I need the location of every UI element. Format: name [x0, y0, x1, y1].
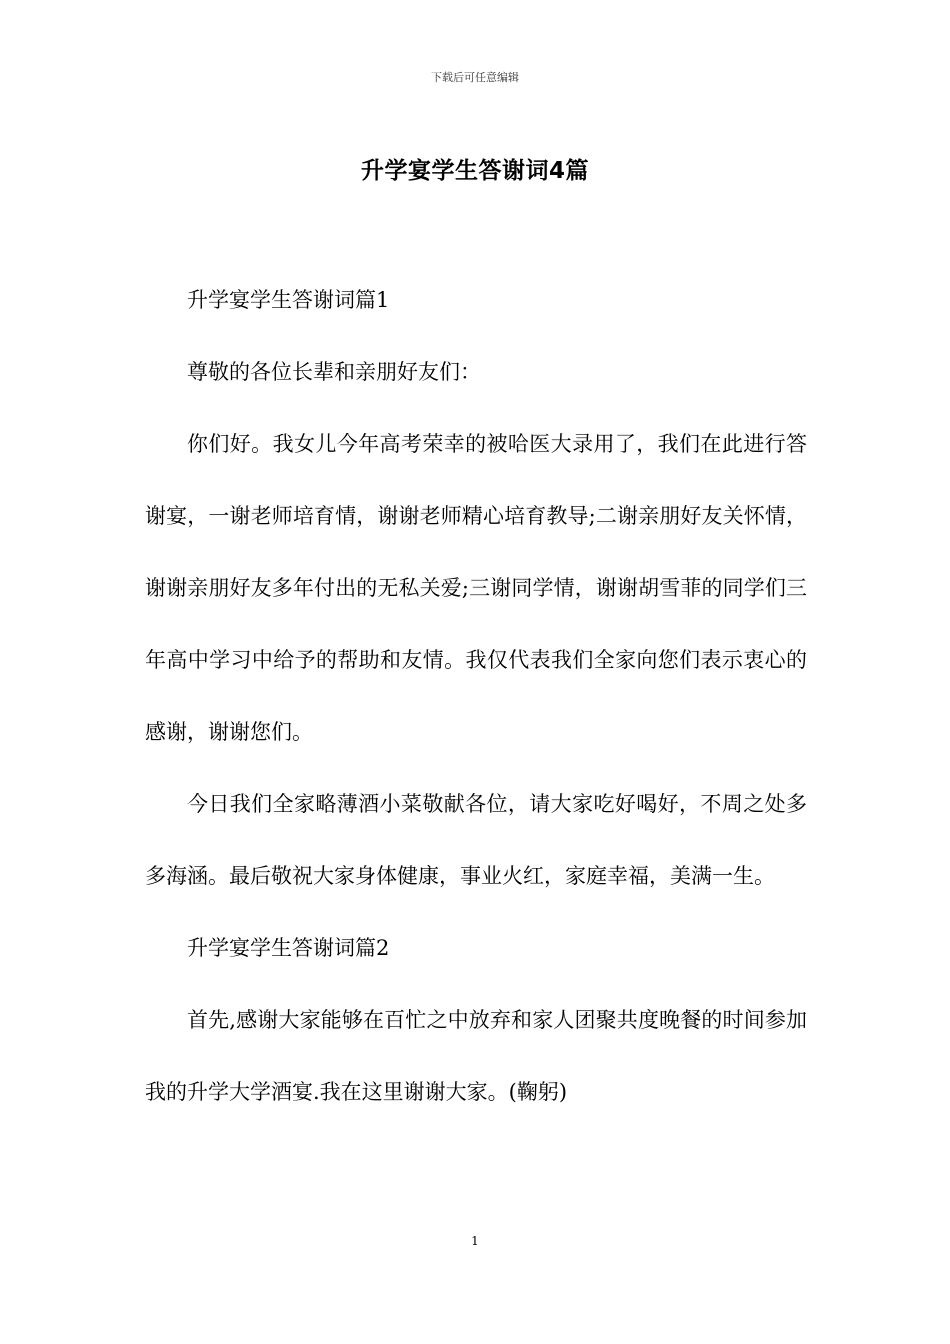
document-title: 升学宴学生答谢词4篇	[360, 158, 589, 184]
paragraph-opening: 首先,感谢大家能够在百忙之中放弃和家人团聚共度晚餐的时间参加我的升学大学酒宴.我在这里谢谢大家。(鞠躬)	[145, 1008, 807, 1104]
paragraph-thanks: 你们好。我女儿今年高考荣幸的被哈医大录用了，我们在此进行答谢宴，一谢老师培育情，谢谢老师精心培育教导;二谢亲朋好友关怀情，谢谢亲朋好友多年付出的无私关爱;三谢同学情，谢谢胡雪菲的同学们三年高中学习中给予的帮助和友情。我仅代表我们全家向您们表示衷心的感谢，谢谢您们。	[145, 432, 807, 744]
section-heading-2: 升学宴学生答谢词篇2	[187, 936, 390, 960]
page-number: 1	[471, 1234, 479, 1248]
header-note: 下载后可任意编辑	[431, 71, 519, 84]
salutation: 尊敬的各位长辈和亲朋好友们：	[187, 360, 481, 384]
document-body	[145, 280, 807, 1144]
section-heading-1: 升学宴学生答谢词篇1	[187, 288, 390, 312]
paragraph-toast: 今日我们全家略薄酒小菜敬献各位，请大家吃好喝好，不周之处多多海涵。最后敬祝大家身体健康，事业火红，家庭幸福，美满一生。	[145, 792, 807, 888]
